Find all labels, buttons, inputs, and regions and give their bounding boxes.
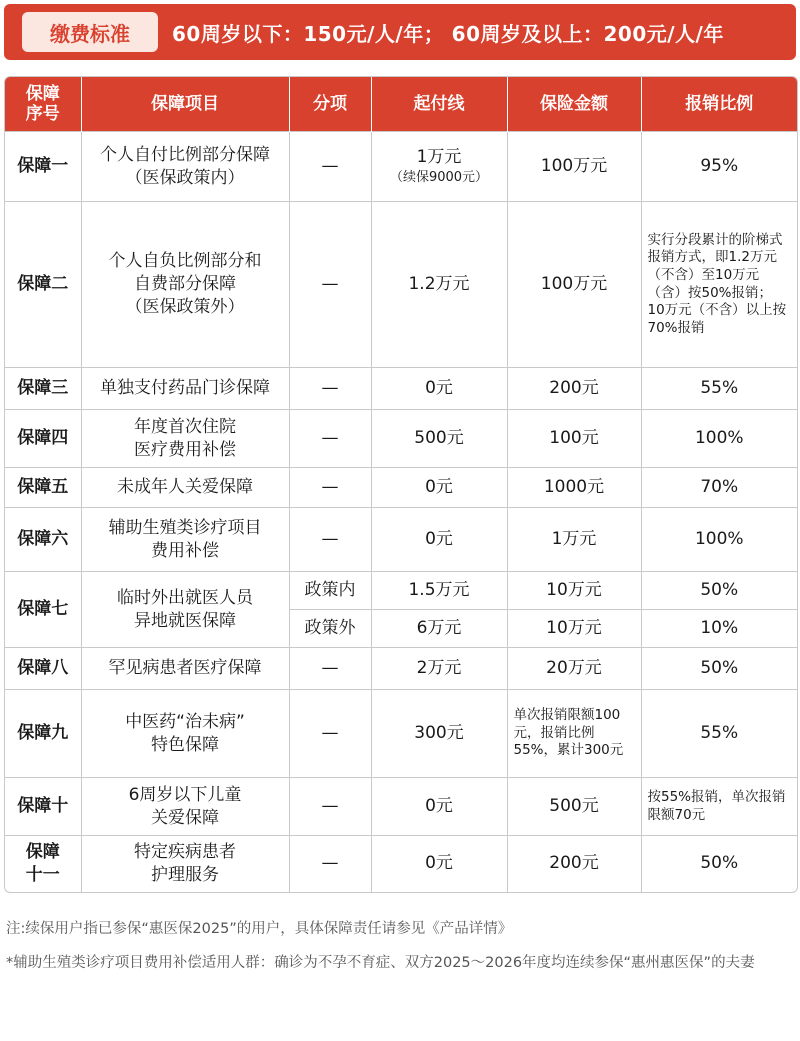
row-ratio: 55% [641, 368, 797, 410]
row-deductible: 500元 [371, 410, 507, 468]
row-seq: 保障九 [5, 690, 81, 778]
deductible-note: （续保9000元） [389, 170, 489, 186]
row-ratio: 95% [641, 132, 797, 202]
row-amount: 100万元 [507, 202, 641, 368]
row-amount: 10万元 [507, 572, 641, 610]
row-item: 临时外出就医人员 异地就医保障 [81, 572, 289, 648]
row-deductible: 0元 [371, 508, 507, 572]
row-deductible: 0元 [371, 368, 507, 410]
row-amount: 500元 [507, 778, 641, 836]
fee-standard-tag: 缴费标准 [22, 12, 158, 52]
table-row [5, 202, 797, 368]
row-seq: 保障 十一 [5, 836, 81, 892]
row-amount: 100元 [507, 410, 641, 468]
row-amount: 1万元 [507, 508, 641, 572]
row-ratio: 70% [641, 468, 797, 508]
table-header-row [5, 77, 797, 132]
deductible-value: 1万元 [416, 147, 462, 168]
table-row [5, 368, 797, 410]
row-deductible: 6万元 [371, 610, 507, 648]
row-ratio: 10% [641, 610, 797, 648]
row-seq: 保障七 [5, 572, 81, 648]
row-seq: 保障三 [5, 368, 81, 410]
row-sub: — [289, 202, 371, 368]
table-row [5, 508, 797, 572]
row-seq: 保障六 [5, 508, 81, 572]
row-seq: 保障二 [5, 202, 81, 368]
row-deductible: 0元 [371, 778, 507, 836]
table-row [5, 690, 797, 778]
header-deductible: 起付线 [371, 77, 507, 132]
row-sub: — [289, 468, 371, 508]
row-item: 中医药“治未病” 特色保障 [81, 690, 289, 778]
row-item: 单独支付药品门诊保障 [81, 368, 289, 410]
row-item: 未成年人关爱保障 [81, 468, 289, 508]
row-amount: 单次报销限额100元，报销比例55%，累计300元 [507, 690, 641, 778]
row-seq: 保障四 [5, 410, 81, 468]
row-amount: 200元 [507, 836, 641, 892]
row-ratio: 按55%报销，单次报销限额70元 [641, 778, 797, 836]
row-deductible: 1.5万元 [371, 572, 507, 610]
table-row [5, 132, 797, 202]
row-ratio: 50% [641, 648, 797, 690]
row-sub: — [289, 508, 371, 572]
row-sub: — [289, 368, 371, 410]
row-seq: 保障五 [5, 468, 81, 508]
header-ratio: 报销比例 [641, 77, 797, 132]
row-ratio: 50% [641, 836, 797, 892]
row-amount: 10万元 [507, 610, 641, 648]
note-reproductive: *辅助生殖类诊疗项目费用补偿适用人群：确诊为不孕不育症、双方2025～2026年度均连续参保“惠州惠医保”的夫妻 [6, 955, 755, 971]
row-deductible: 0元 [371, 836, 507, 892]
row-item: 辅助生殖类诊疗项目 费用补偿 [81, 508, 289, 572]
table-row [5, 836, 797, 892]
row-ratio: 实行分段累计的阶梯式报销方式，即1.2万元（不含）至10万元（含）按50%报销； 10万元（不含）以上按70%报销 [641, 202, 797, 368]
row-amount: 100万元 [507, 132, 641, 202]
row-ratio: 100% [641, 410, 797, 468]
row-seq: 保障一 [5, 132, 81, 202]
table-row [5, 468, 797, 508]
header-sub: 分项 [289, 77, 371, 132]
table-row [5, 410, 797, 468]
row-item: 6周岁以下儿童 关爱保障 [81, 778, 289, 836]
row-deductible: 1.2万元 [371, 202, 507, 368]
table-row [5, 778, 797, 836]
row-sub: — [289, 410, 371, 468]
coverage-table [4, 76, 798, 893]
header-item: 保障项目 [81, 77, 289, 132]
row-sub: — [289, 778, 371, 836]
table-row [5, 648, 797, 690]
row-item: 个人自付比例部分保障 （医保政策内） [81, 132, 289, 202]
row-item: 年度首次住院 医疗费用补偿 [81, 410, 289, 468]
header-amount: 保险金额 [507, 77, 641, 132]
row-item: 特定疾病患者 护理服务 [81, 836, 289, 892]
row-seq: 保障八 [5, 648, 81, 690]
row-sub: 政策内 [289, 572, 371, 610]
row-ratio: 55% [641, 690, 797, 778]
fee-standard-bar [4, 4, 796, 60]
row-deductible: 2万元 [371, 648, 507, 690]
row-sub: — [289, 690, 371, 778]
row-sub: — [289, 132, 371, 202]
row-amount: 200元 [507, 368, 641, 410]
fee-standard-text: 60周岁以下：150元/人/年； 60周岁及以上：200元/人/年 [172, 21, 724, 46]
row-sub: 政策外 [289, 610, 371, 648]
note-renewal: 注:续保用户指已参保“惠医保2025”的用户，具体保障责任请参见《产品详情》 [6, 921, 513, 937]
row-sub: — [289, 836, 371, 892]
row-item: 个人自负比例部分和 自费部分保障 （医保政策外） [81, 202, 289, 368]
row-deductible [371, 132, 507, 202]
row-seq: 保障十 [5, 778, 81, 836]
row-amount: 1000元 [507, 468, 641, 508]
row-sub: — [289, 648, 371, 690]
row-deductible: 300元 [371, 690, 507, 778]
row-ratio: 100% [641, 508, 797, 572]
row-deductible: 0元 [371, 468, 507, 508]
header-seq: 保障 序号 [5, 77, 81, 132]
row-item: 罕见病患者医疗保障 [81, 648, 289, 690]
row-amount: 20万元 [507, 648, 641, 690]
row-ratio: 50% [641, 572, 797, 610]
table-row [5, 572, 797, 610]
